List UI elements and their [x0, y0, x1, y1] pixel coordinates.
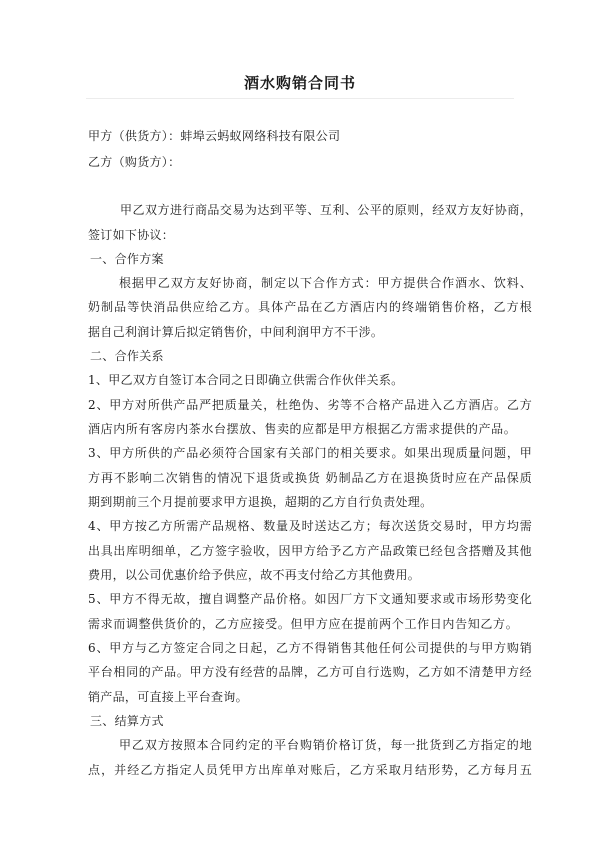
section-heading-2: 二、合作关系	[90, 349, 164, 363]
clause-line: 1、甲乙双方自签订本合同之日即确立供需合作伙伴关系。	[88, 373, 404, 387]
clause-line: 出具出库明细单，乙方签字验收，因甲方给予乙方产品政策已经包含搭赠及其他	[88, 544, 532, 558]
clause-line: 平台相同的产品。甲方没有经营的品牌，乙方可自行选购，乙方如不清楚甲方经	[88, 665, 532, 679]
paragraph-line: 点，并经乙方指定人员凭甲方出库单对账后，乙方采取月结形势，乙方每月五	[88, 763, 532, 777]
clause-line: 6、甲方与乙方签定合同之日起，乙方不得销售其他任何公司提供的与甲方购销	[88, 641, 532, 655]
paragraph-line: 甲乙双方按照本合同约定的平台购销价格订货，每一批货到乙方指定的地	[119, 738, 532, 752]
clause-line: 5、甲方不得无故，擅自调整产品价格。如因厂方下文通知要求或市场形势变化	[88, 592, 532, 606]
clause-line: 酒店内所有客房内茶水台摆放、售卖的应都是甲方根据乙方需求提供的产品。	[88, 422, 516, 436]
preamble-line-2: 签订如下协议：	[88, 228, 175, 242]
party-b-line: 乙方（购货方）：	[88, 155, 181, 169]
paragraph-line: 据自己利润计算后拟定销售价，中间利润甲方不干涉。	[88, 325, 384, 339]
preamble-line-1: 甲乙双方进行商品交易为达到平等、互利、公平的原则，经双方友好协商，	[120, 203, 532, 217]
paragraph-line: 奶制品等快消品供应给乙方。具体产品在乙方酒店内的终端销售价格，乙方根	[88, 300, 532, 314]
clause-line: 3、甲方所供的产品必须符合国家有关部门的相关要求。如果出现质量问题，甲	[88, 446, 532, 460]
clause-line: 期到期前三个月提前要求甲方退换，超期的乙方自行负责处理。	[88, 495, 433, 509]
clause-line: 需求而调整供货价的，乙方应接受。但甲方应在提前两个工作日内告知乙方。	[88, 617, 518, 631]
paragraph-line: 根据甲乙双方友好协商，制定以下合作方式：甲方提供合作酒水、饮料、	[119, 276, 532, 290]
party-a-line: 甲方（供货方）：蚌埠云蚂蚁网络科技有限公司	[88, 129, 341, 143]
document-title: 酒水购销合同书	[243, 74, 356, 92]
clause-line: 销产品，可直接上平台查询。	[88, 690, 248, 704]
title-divider	[86, 98, 514, 99]
section-heading-3: 三、结算方式	[90, 714, 164, 728]
clause-line: 费用，以公司优惠价给予供应，故不再支付给乙方其他费用。	[88, 568, 421, 582]
clause-line: 方再不影响二次销售的情况下退货或换货 奶制品乙方在退换货时应在产品保质	[88, 471, 532, 485]
clause-line: 4、甲方按乙方所需产品规格、数量及时送达乙方；每次送货交易时，甲方均需	[88, 519, 532, 533]
clause-line: 2、甲方对所供产品严把质量关，杜绝伪、劣等不合格产品进入乙方酒店。乙方	[88, 398, 532, 412]
section-heading-1: 一、合作方案	[90, 252, 164, 266]
